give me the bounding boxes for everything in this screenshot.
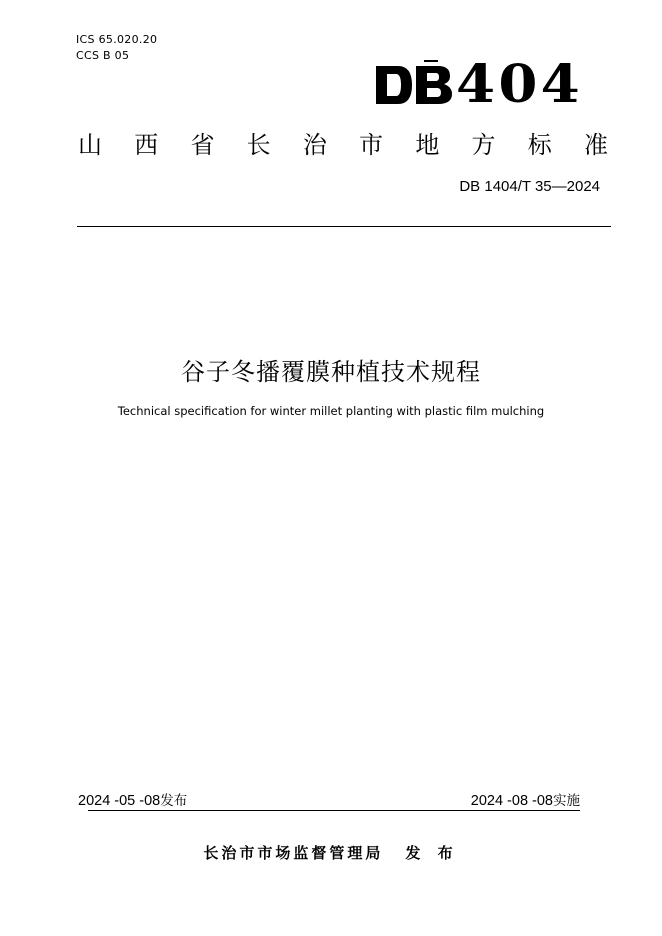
issuing-organization: 长治市市场监督管理局 <box>203 844 384 862</box>
implementation-label: 实施 <box>553 793 580 809</box>
db-logo <box>374 54 583 115</box>
issue-date-block <box>78 792 187 810</box>
ics-code: ICS 65.020.20 <box>76 33 158 46</box>
standard-type-char: 治 <box>302 131 327 159</box>
standard-code: DB 1404/T 35—2024 <box>459 178 600 195</box>
standard-type-char: 山 <box>78 131 102 159</box>
implementation-date: 2024 -08 -08 <box>470 793 553 809</box>
classification-codes <box>76 32 157 64</box>
db-logo-mark <box>374 58 454 108</box>
issuer-line <box>0 842 662 864</box>
standard-type-char: 方 <box>471 131 496 159</box>
issue-action: 发 布 <box>405 844 459 862</box>
standard-type-char: 准 <box>583 131 608 159</box>
footer-divider <box>88 810 580 811</box>
standard-type-char: 地 <box>415 131 440 159</box>
issue-label: 发布 <box>160 793 188 809</box>
ccs-code: CCS B 05 <box>76 49 130 62</box>
standard-type-char: 标 <box>527 131 552 159</box>
document-title-chinese: 谷子冬播覆膜种植技术规程 <box>181 358 481 386</box>
standard-type-char: 市 <box>359 131 384 159</box>
standard-type-char: 省 <box>190 131 215 159</box>
header-divider <box>77 226 611 227</box>
standard-type-heading <box>78 130 608 160</box>
document-title-english: Technical specification for winter millet planting with plastic film mulching <box>117 404 545 418</box>
standard-type-char: 长 <box>246 131 271 159</box>
db-logo-number: 404 <box>456 54 583 115</box>
implementation-date-block <box>471 792 580 810</box>
issue-date: 2024 -05 -08 <box>78 793 161 809</box>
standard-type-char: 西 <box>134 131 159 159</box>
